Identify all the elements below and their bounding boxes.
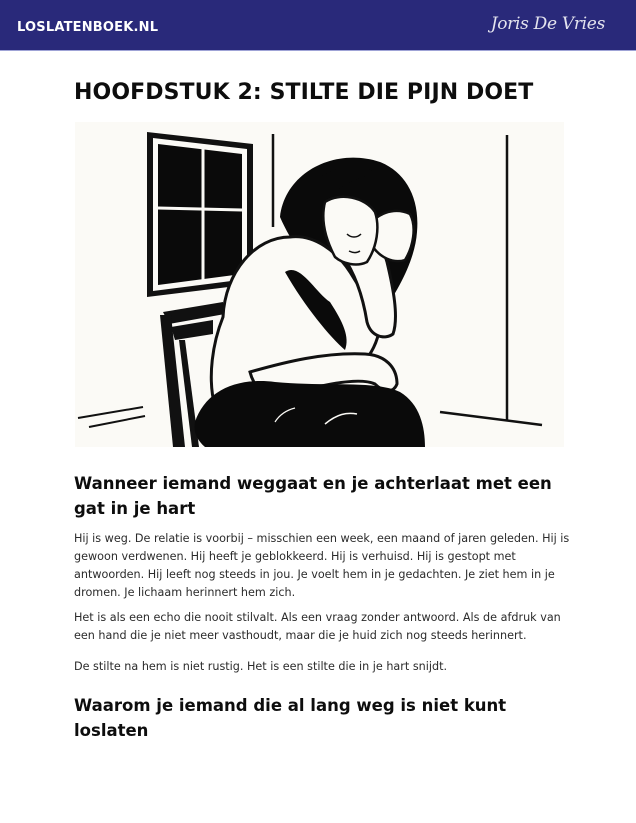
section-heading: Waarom je iemand die al lang weg is niet kunt loslaten <box>74 696 507 740</box>
site-header <box>0 0 636 51</box>
paragraph: Het is als een echo die nooit stilvalt. Als een vraag zonder antwoord. Als de afdruk van een hand die je niet meer vasthoudt, maar die je huid zich nog steeds herinnert. <box>74 611 561 642</box>
site-logo[interactable]: LOSLATENBOEK.NL <box>17 20 159 35</box>
chapter-title: HOOFDSTUK 2: STILTE DIE PIJN DOET <box>74 80 534 105</box>
paragraph: De stilte na hem is niet rustig. Het is een stilte die in je hart snijdt. <box>74 660 448 673</box>
chapter-illustration <box>75 122 564 447</box>
section-heading: Wanneer iemand weggaat en je achterlaat met een gat in je hart <box>74 474 552 518</box>
paragraph: Hij is weg. De relatie is voorbij – misschien een week, een maand of jaren geleden. Hij is gewoon verdwenen. Hij heeft je geblokkeerd. Hij is verhuisd. Hij is gestopt met antwoorden. Hij leeft nog steeds in jou. Je voelt hem in je gedachten. Je ziet hem in je dromen. Je lichaam herinnert hem zich. <box>74 532 570 599</box>
sad-woman-illustration <box>75 122 564 447</box>
author-signature: Joris De Vries <box>490 14 605 34</box>
